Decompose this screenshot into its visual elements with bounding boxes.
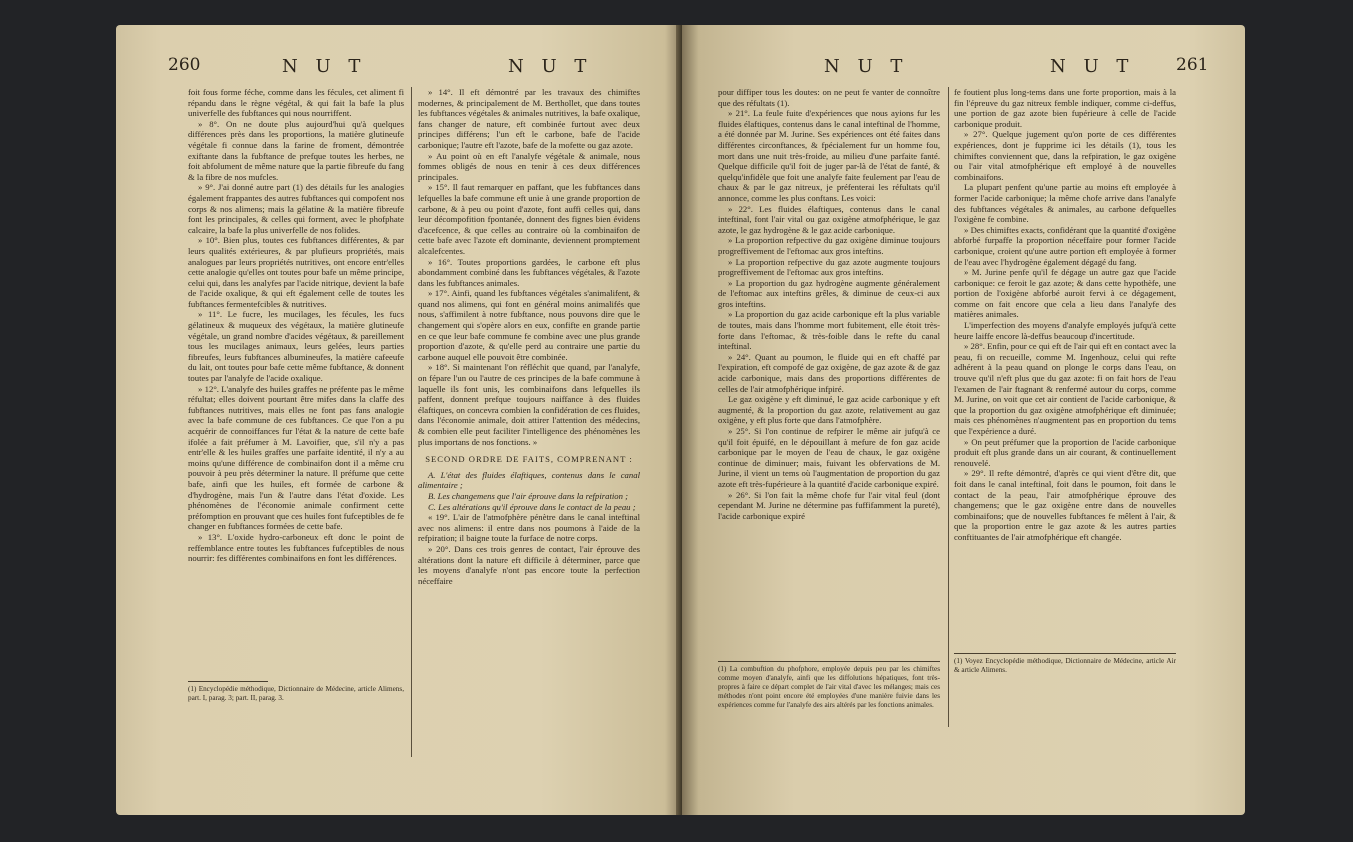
paragraph: » 14°. Il eft démontré par les travaux des chimiftes modernes, & principalement de M. Berthollet, que dans toutes les fubftances végétales & animales nutritives, la bafe oxalique, fans changer de nature, eft combinée furtout avec deux principes différens; l'un eft le carbone, bafe de l'acide carbonique; l'autre eft l'azote, bafe de la mofette ou gaz azote. [418, 87, 640, 150]
paragraph: La plupart penfent qu'une partie au moins eft employée à former l'acide carbonique; la même chofe arrive dans l'analyfe des fubftances végétales & animales, au carbone defquelles l'oxigène fe combine. [954, 182, 1176, 225]
paragraph: « 19°. L'air de l'atmofphère pénètre dans le canal inteftinal avec nos alimens: il entre dans nos poumons à l'aide de la refpiration; il baigne toute la furface de notre corps. [418, 512, 640, 544]
paragraph: » 25°. Si l'on continue de refpirer le même air jufqu'à ce qu'il foit épuifé, en le dépouillant à mefure de fon gaz acide carbonique par le moyen de l'eau de chaux, le gaz oxigène continue de diminuer; mais, fuivant les obfervations de M. Jurine, il vient un tems où l'augmentation de proportion du gaz azote eft très-fupérieure à la quantité d'acide carbonique expiré. [718, 426, 940, 489]
footnote-right-col1: (1) La combuftion du phofphore, employée depuis peu par les chimiftes comme moyen d'analyfe, ainfi que les diffolutions hépatiques, font très-propres à faire ce départ complet de l'air vital d'avec les mélanges; mais ces méthodes n'ont point encore été employées d'une manière fuivie dans les expériences comme fur l'analyfe des airs altérés par les fonctions animales. [718, 665, 940, 709]
paragraph: » 10°. Bien plus, toutes ces fubftances différentes, & par leurs qualités extérieures, & par plufieurs propriétés, mais analogues par leurs propriétés nutritives, ont encore entr'elles cette analogie qu'elles ont toutes pour bafe un même principe, celui qui, dans les analyfes par l'acide nitrique, devient la bafe de l'acide oxalique, & qui eft également celle de toutes les fubftances fermentefcibles & nutritives. [188, 235, 404, 309]
running-head-left-col1: N U T [282, 56, 367, 77]
paragraph: » La proportion refpective du gaz azote augmente toujours progreffivement de l'eftomac aux gros inteftins. [718, 256, 940, 278]
paragraph: » 15°. Il faut remarquer en paffant, que les fubftances dans lefquelles la bafe commune eft unie à une grande proportion de carbone, & à peu ou point d'azote, font auffi celles qui, dans leur décompofition fpontanée, donnent des fignes bien évidens d'acefcence, & que celles au contraire où la combinaifon de cette bafe avec l'azote eft dominante, deviennent promptement alcalefcentes. [418, 182, 640, 256]
footnote-right-col2: (1) Voyez Encyclopédie méthodique, Dictionnaire de Médecine, article Air & article Alimens. [954, 657, 1176, 674]
column-rule [948, 87, 949, 727]
running-head-right-col1: N U T [824, 56, 909, 77]
paragraph: » 20°. Dans ces trois genres de contact, l'air éprouve des altérations dont la nature eft difficile à déterminer, parce que les moyens d'analyfe n'ont pas encore toute la perfection néceffaire [418, 543, 640, 586]
paragraph: » 26°. Si l'on fait la même chofe fur l'air vital feul (dont cependant M. Jurine ne détermine pas fuffifamment la pureté), l'acide carbonique expiré [718, 489, 940, 521]
paragraph: » M. Jurine penfe qu'il fe dégage un autre gaz que l'acide carbonique: ce feroit le gaz azote; & dans cette hypothèfe, une portion de l'oxigène abforbé auroit fervi à ce dégagement, comme on fait encore que cela a lieu dans l'analyfe des matières animales. [954, 267, 1176, 320]
paragraph: » 12°. L'analyfe des huiles graffes ne préfente pas le même réfultat; elles doivent pourtant être mifes dans la claffe des fubftances nutritives, mais elles ne font pas fans analogie avec la bafe commune de ces fubftances. Ce que l'on a pu acquérir de connoiffances fur l'état & la nature de cette bafe ifolée a fait préfumer à M. Lavoifier, que, s'il n'y a pas entr'elle & les huiles graffes une parfaite identité, il n'y a au moins qu'une différence de combinaifon dont il a même cru pouvoir à peu près déterminer la nature. Il préfume que cette bafe, ainfi que les huiles, eft formée de carbone & d'hydrogène, mais l'un & l'autre dans l'état d'oxide. Les phénomènes de l'économie animale confirment cette préfomption en prouvant que ces huiles font fufceptibles de fe changer en fubftances formées de cette bafe. [188, 383, 404, 532]
paragraph: » 27°. Quelque jugement qu'on porte de ces différentes expériences, dont je fupprime ici les détails (1), tous les chimiftes conviennent que, dans la refpiration, le gaz oxigène ou l'air vital atmofphérique eft employé à de nouvelles combinaifons. [954, 129, 1176, 182]
paragraph: » Au point où en eft l'analyfe végétale & animale, nous fommes obligés de nous en tenir à ces deux différences principales. [418, 150, 640, 182]
list-item: C. Les altérations qu'il éprouve dans le contact de la peau ; [428, 501, 636, 512]
section-title: SECOND ORDRE DE FAITS, COMPRENANT : [425, 454, 633, 465]
left-column-2 [418, 87, 640, 759]
paragraph: » La proportion refpective du gaz oxigène diminue toujours progreffivement de l'eftomac aux gros inteftins. [718, 235, 940, 256]
paragraph: pour diffiper tous les doutes: on ne peut fe vanter de connoître que des réfultats (1). [718, 87, 940, 108]
paragraph: » On peut préfumer que la proportion de l'acide carbonique produit eft plus grande dans un air courant, & continuellement renouvelé. [954, 436, 1176, 468]
paragraph: » 18°. Si maintenant l'on réfléchit que quand, par l'analyfe, on fépare l'un ou l'autre de ces principes de la bafe commune à laquelle ils font unis, les combinaifons dans lefquelles ils paffent, donnent prefque toujours naiffance à des fluides élaftiques, on concevra combien la confidération de ces fluides, dans l'économie animale, doit attirer l'attention des médecins, & combien elle peut faciliter l'intelligence des phénomènes les plus importans de nos fonctions. » [418, 362, 640, 447]
paragraph: » 28°. Enfin, pour ce qui eft de l'air qui eft en contact avec la peau, fi on recueille, comme M. Ingenhouz, celui qui refte adhérent à la peau quand on plonge le corps dans l'eau, on trouve qu'il n'eft plus que du gaz azote: fi on fait hors de l'eau l'examen de l'air ftagnant & renfermé autour du corps, comme M. Jurine, on voit que cet air contient de l'acide carbonique, & que la proportion du gaz oxigène atmofphérique eft diminuée; mais ces phénomènes n'augmentent pas en proportion du tems que l'expérience a duré. [954, 341, 1176, 436]
paragraph: » 29°. Il refte démontré, d'après ce qui vient d'être dit, que foit dans le canal inteftinal, foit dans le poumon, foit dans le contact de la peau, l'air atmofphérique éprouve des changemens; que le gaz oxigène entre dans de nouvelles combinaifons; que de nouvelles fubftances fe mêlent à l'air, & que la proportion entre le gaz azote & les autres parties conftituantes de l'air atmofphérique eft changée. [954, 468, 1176, 542]
running-head-right-col2: N U T [1050, 56, 1135, 77]
list-item: A. L'état des fluides élaftiques, contenus dans le canal alimentaire ; [418, 469, 640, 491]
list-item: B. Les changemens que l'air éprouve dans la refpiration ; [428, 490, 629, 501]
paragraph: » 9°. J'ai donné autre part (1) des détails fur les analogies également frappantes des autres fubftances qui compofent nos corps & nos alimens; mais la gélatine & la matière fibreufe font les principales, & celles qui forment, avec le phofphate calcaire, la bafe la plus univerfelle de nos folides. [188, 182, 404, 235]
footnote-left: (1) Encyclopédie méthodique, Dictionnaire de Médecine, article Alimens, part. I, parag. 3; part. II, parag. 3. [188, 685, 404, 702]
right-column-1 [718, 87, 940, 657]
right-page [682, 25, 1245, 815]
paragraph: » La proportion du gaz hydrogène augmente généralement de l'eftomac aux inteftins grêles, & diminue de ceux-ci aux gros inteftins. [718, 277, 940, 309]
paragraph: » 22°. Les fluides élaftiques, contenus dans le canal inteftinal, font l'air vital ou gaz oxigène atmofphérique, le gaz azote, le gaz hydrogène & le gaz acide carbonique. [718, 203, 940, 235]
paragraph: » 24°. Quant au poumon, le fluide qui en eft chaffé par l'expiration, eft compofé de gaz oxigène, de gaz azote & de gaz acide carbonique, mais dans des proportions différentes de celles de l'air atmofphérique infpiré. [718, 351, 940, 394]
paragraph: » 16°. Toutes proportions gardées, le carbone eft plus abondamment combiné dans les fubftances végétales, & l'azote dans les fubftances animales. [418, 256, 640, 288]
left-column-1 [188, 87, 404, 679]
footnote-rule [188, 681, 268, 682]
paragraph: » 11°. Le fucre, les mucilages, les fécules, les fucs gélatineux & muqueux des végétaux, la matière glutineufe végétale, un grand nombre d'acides végétaux, & pareillement tous les mucilages animaux, leurs gelées, leurs parties fibreufes, leurs fubftances albumineufes, la matière cafeeufe du lait, ont toutes pour bafe cette même fubftance, & donnent toutes par l'analyfe de l'acide oxalique. [188, 309, 404, 384]
page-number-left: 260 [168, 55, 201, 75]
paragraph: Le gaz oxigène y eft diminué, le gaz acide carbonique y eft augmenté, & la proportion du gaz azote, relativement au gaz oxigène, y eft plus forte que dans l'atmofphère. [718, 394, 940, 426]
page-number-right: 261 [1176, 55, 1209, 75]
column-rule [411, 87, 412, 757]
footnote-rule [954, 653, 1176, 654]
right-column-2 [954, 87, 1176, 647]
paragraph: foit fous forme féche, comme dans les fécules, cet aliment fi répandu dans le règne végétal, & qui fait la bafe la plus univerfelle des fubftances qui nous nourriffent. [188, 87, 404, 119]
running-head-left-col2: N U T [508, 56, 593, 77]
paragraph: » La proportion du gaz acide carbonique eft la plus variable de toutes, mais dans l'homme mort fubitement, elle étoit très-forte dans l'eftomac, & très-foible dans le refte du canal inteftinal. [718, 309, 940, 352]
footnote-rule [718, 661, 940, 662]
paragraph: fe foutient plus long-tems dans une forte proportion, mais à la fin l'épreuve du gaz nitreux femble indiquer, comme ci-deffus, une portion de gaz azote bien fupérieure à celle de l'acide carbonique produit. [954, 87, 1176, 129]
paragraph: » 13°. L'oxide hydro-carboneux eft donc le point de reffemblance entre toutes les fubftances fufceptibles de nous nourrir: fes différentes combinaifons en font les différences. [188, 531, 404, 564]
paragraph: L'imperfection des moyens d'analyfe employés jufqu'à cette heure laiffe encore là-deffus beaucoup d'incertitude. [954, 320, 1176, 341]
paragraph: » 21°. La feule fuite d'expériences que nous ayions fur les fluides élaftiques, contenus dans le canal inteftinal de l'homme, a été donnée par M. Jurine. Ses expériences ont été faites dans différentes circonftances, & fpécialement fur un homme fou, mort dans une nuit très-froide, au milieu d'une parfaite fanté. Quelque difficile qu'il foit de juger par-là de l'état de fanté, & quelqu'infidèle que foit une analyfe faite feulement par l'eau de chaux & par le gaz nitreux, je préfenterai les réfultats qu'il annonce, comme les plus conftans. Les voici: [718, 108, 940, 203]
left-page [116, 25, 682, 815]
paragraph: » 8°. On ne doute plus aujourd'hui qu'à quelques différences près dans les proportions, la matière glutineufe végétale fi connue dans la farine de froment, démontrée exiftante dans la fubftance de prefque toutes les herbes, ne foit abfolument de même nature que la partie fibreufe du fang & la fibre de nos mufcles. [188, 118, 404, 182]
paragraph: » 17°. Ainfi, quand les fubftances végétales s'animalifent, & quand nos alimens, qui font en général moins animalifés que nous, s'affimilent à notre fubftance, nous pouvons dire que le changement qui s'opère alors en eux, confifte en grande partie en ce que leur bafe commune fe combine avec une plus grande proportion d'azote, & qu'elle perd au contraire une partie du carbone auquel elle pouvoit être combinée. [418, 288, 640, 362]
paragraph: » Des chimiftes exacts, confidérant que la quantité d'oxigène abforbé furpaffe la proportion néceffaire pour former l'acide carbonique, croient qu'une autre portion eft employée à former de l'eau avec l'hydrogène également dégagé du fang. [954, 224, 1176, 267]
